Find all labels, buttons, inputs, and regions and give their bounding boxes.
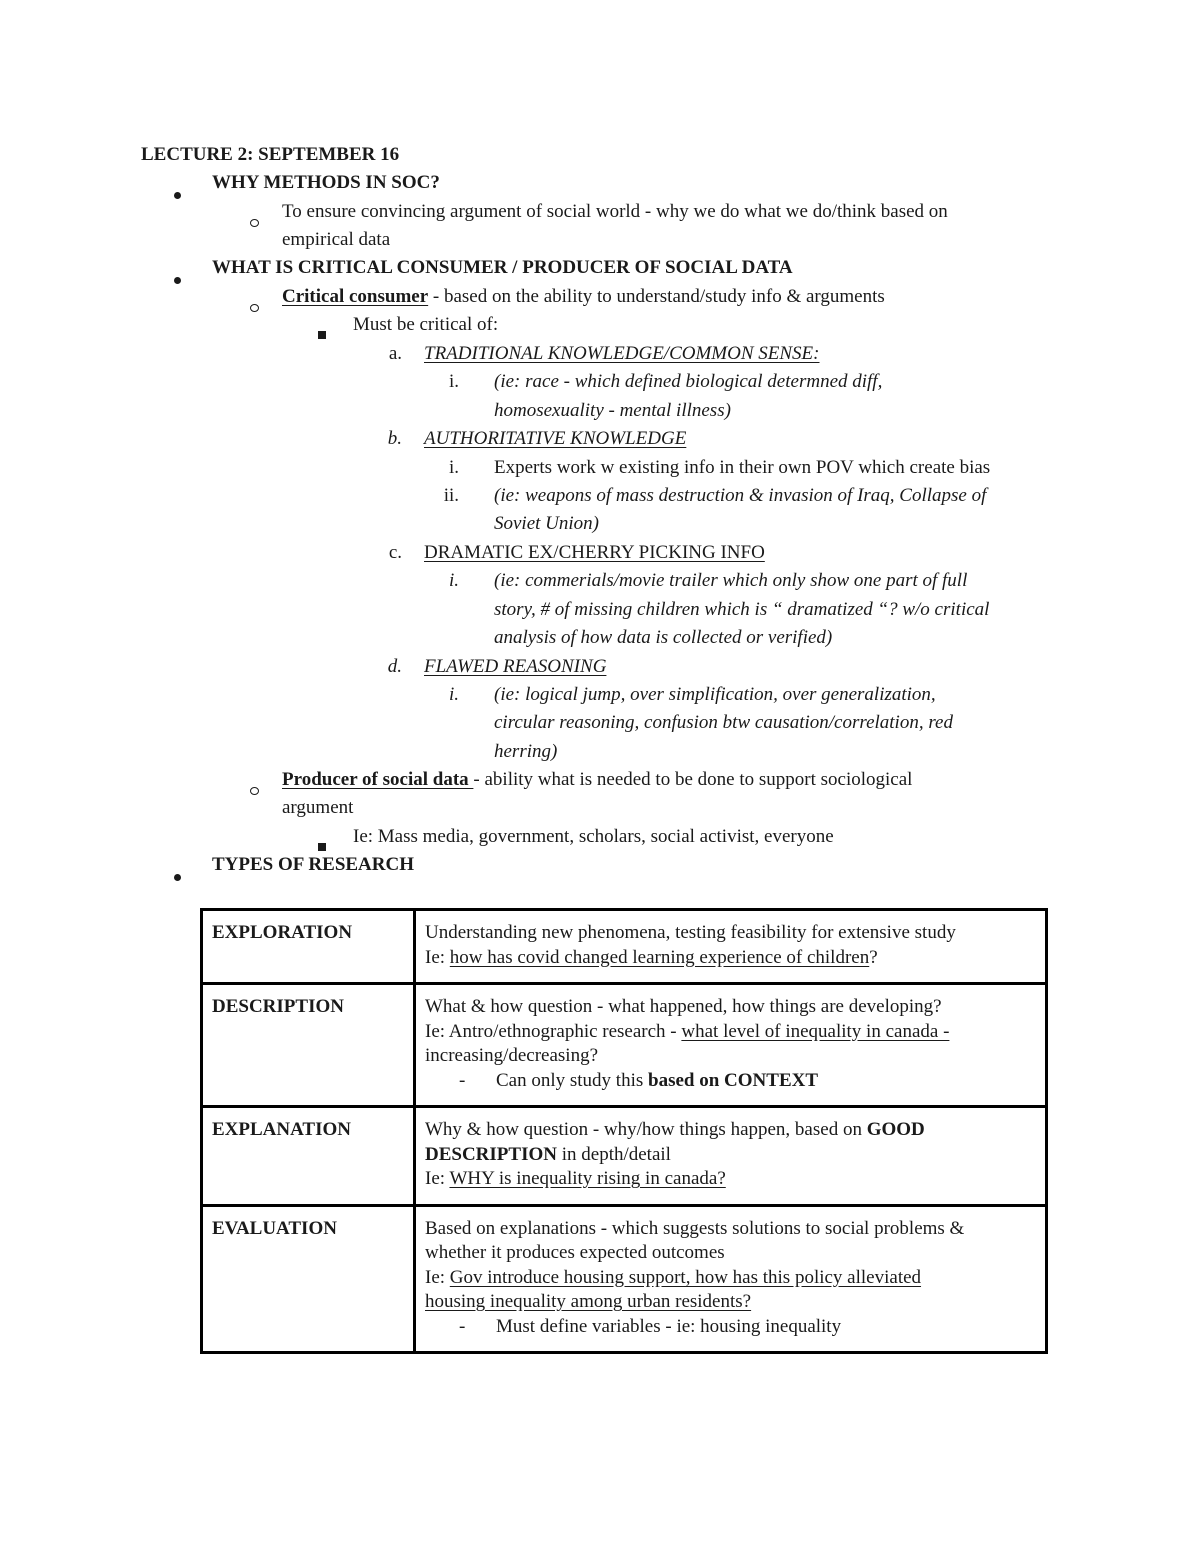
table-row <box>202 1205 1047 1353</box>
description-example <box>425 1020 1037 1045</box>
bullet-icon <box>174 265 181 294</box>
ie-prefix: Ie: <box>425 1266 450 1288</box>
desc-bold-good: GOOD <box>866 1119 925 1140</box>
evaluation-desc: Based on explanations - which suggests solutions to social problems & <box>425 1217 965 1239</box>
description-note <box>425 1069 1037 1094</box>
evaluation-example-text: Gov introduce housing support, how has this policy alleviated <box>449 1266 922 1288</box>
critical-consumer-line <box>282 283 885 312</box>
page-title: LECTURE 2: SEPTEMBER 16 <box>141 144 400 165</box>
evaluation-note <box>425 1315 1037 1340</box>
description-example-cont: increasing/decreasing? <box>425 1045 599 1066</box>
explanation-example-text: WHY is inequality rising in canada? <box>449 1168 726 1189</box>
producer-line <box>282 766 912 795</box>
heading-critical: WHAT IS CRITICAL CONSUMER / PRODUCER OF SOCIAL DATA <box>212 257 793 278</box>
critical-consumer-term: Critical consumer <box>282 286 429 307</box>
table-row <box>202 910 1047 984</box>
desc-bold-description: DESCRIPTION <box>425 1143 557 1165</box>
list-marker-a: a. <box>388 343 402 364</box>
producer-term: Producer of social data <box>282 769 474 790</box>
research-types-table <box>200 908 1048 1354</box>
item-c-i-line-1: (ie: commerials/movie trailer which only show one part of full <box>494 570 968 591</box>
producer-definition: - ability what is needed to be done to support sociological <box>473 769 913 790</box>
list-marker-b-i: i. <box>448 457 459 478</box>
item-b-ii-line-1: (ie: weapons of mass destruction & invasion of Iraq, Collapse of <box>494 485 987 506</box>
research-type-evaluation: EVALUATION <box>202 1205 415 1353</box>
list-marker-d: d. <box>387 656 402 677</box>
exploration-example <box>425 946 1037 971</box>
bullet-icon <box>174 862 181 891</box>
item-c-i-line-2: story, # of missing children which is “ dramatized “? w/o critical <box>494 599 990 620</box>
circle-bullet-icon <box>250 293 259 322</box>
list-marker-c: c. <box>388 542 402 563</box>
square-bullet-icon <box>318 320 326 349</box>
note-text: Must define variables - ie: housing inequality <box>496 1315 842 1337</box>
desc-prefix: Why & how question - why/how things happen, based on <box>425 1119 867 1140</box>
table-row <box>202 1107 1047 1206</box>
description-example-text: what level of inequality in canada - <box>681 1020 950 1042</box>
item-d-flawed-reasoning: FLAWED REASONING <box>424 656 607 677</box>
exploration-example-text: how has covid changed learning experience of children <box>449 946 870 968</box>
item-b-authoritative-knowledge: AUTHORITATIVE KNOWLEDGE <box>424 428 687 449</box>
description-desc: What & how question - what happened, how things are developing? <box>425 996 942 1017</box>
exploration-desc: Understanding new phenomena, testing feasibility for extensive study <box>425 922 956 943</box>
dash-marker: - <box>459 1069 466 1091</box>
research-type-description: DESCRIPTION <box>202 984 415 1107</box>
heading-types-of-research: TYPES OF RESEARCH <box>212 854 414 875</box>
producer-definition-cont: argument <box>282 797 354 818</box>
note-prefix: Can only study this <box>496 1069 649 1091</box>
research-type-exploration: EXPLORATION <box>202 910 415 984</box>
research-desc-explanation <box>415 1107 1047 1206</box>
why-methods-point-line-2: empirical data <box>282 229 391 250</box>
ie-prefix: Ie: <box>425 946 450 968</box>
critical-consumer-definition: - based on the ability to understand/study info & arguments <box>428 286 885 307</box>
evaluation-example <box>425 1266 1037 1291</box>
note-bold: based on CONTEXT <box>648 1069 819 1091</box>
research-type-explanation: EXPLANATION <box>202 1107 415 1206</box>
item-a-i-line-2: homosexuality - mental illness) <box>494 400 731 421</box>
circle-bullet-icon <box>250 208 259 237</box>
ie-prefix: Ie: Antro/ethnographic research - <box>425 1020 682 1042</box>
item-b-i: Experts work w existing info in their own POV which create bias <box>494 457 991 478</box>
item-d-i-line-2: circular reasoning, confusion btw causation/correlation, red <box>494 712 953 733</box>
heading-why-methods: WHY METHODS IN SOC? <box>212 172 440 193</box>
ie-suffix: ? <box>869 946 878 968</box>
research-desc-description <box>415 984 1047 1107</box>
item-a-i-line-1: (ie: race - which defined biological determned diff, <box>494 371 883 392</box>
dash-marker: - <box>459 1315 466 1337</box>
list-marker-a-i: i. <box>448 371 459 392</box>
why-methods-point-line-1: To ensure convincing argument of social world - why we do what we do/think based on <box>282 201 948 222</box>
circle-bullet-icon <box>250 776 259 805</box>
explanation-example <box>425 1167 1037 1192</box>
item-a-traditional-knowledge: TRADITIONAL KNOWLEDGE/COMMON SENSE: <box>424 343 820 364</box>
ie-prefix: Ie: <box>425 1168 450 1189</box>
table-row <box>202 984 1047 1107</box>
item-c-i-line-3: analysis of how data is collected or verified) <box>494 627 833 648</box>
item-c-dramatic-ex: DRAMATIC EX/CHERRY PICKING INFO <box>424 542 765 563</box>
bullet-icon <box>174 180 181 209</box>
item-d-i-line-1: (ie: logical jump, over simplification, over generalization, <box>494 684 936 705</box>
item-d-i-line-3: herring) <box>494 741 558 762</box>
producer-examples: Ie: Mass media, government, scholars, social activist, everyone <box>353 826 834 847</box>
research-desc-evaluation <box>415 1205 1047 1353</box>
explanation-desc-cont <box>425 1143 1037 1168</box>
list-marker-b: b. <box>387 428 402 449</box>
evaluation-desc-cont: whether it produces expected outcomes <box>425 1242 725 1263</box>
list-marker-c-i: i. <box>448 570 459 591</box>
item-b-ii-line-2: Soviet Union) <box>494 513 600 534</box>
must-be-critical: Must be critical of: <box>353 314 499 335</box>
research-desc-exploration <box>415 910 1047 984</box>
explanation-desc <box>425 1118 1037 1143</box>
evaluation-example-cont: housing inequality among urban residents? <box>425 1291 752 1312</box>
list-marker-d-i: i. <box>448 684 459 705</box>
desc-suffix: in depth/detail <box>556 1143 671 1165</box>
list-marker-b-ii: ii. <box>443 485 459 506</box>
